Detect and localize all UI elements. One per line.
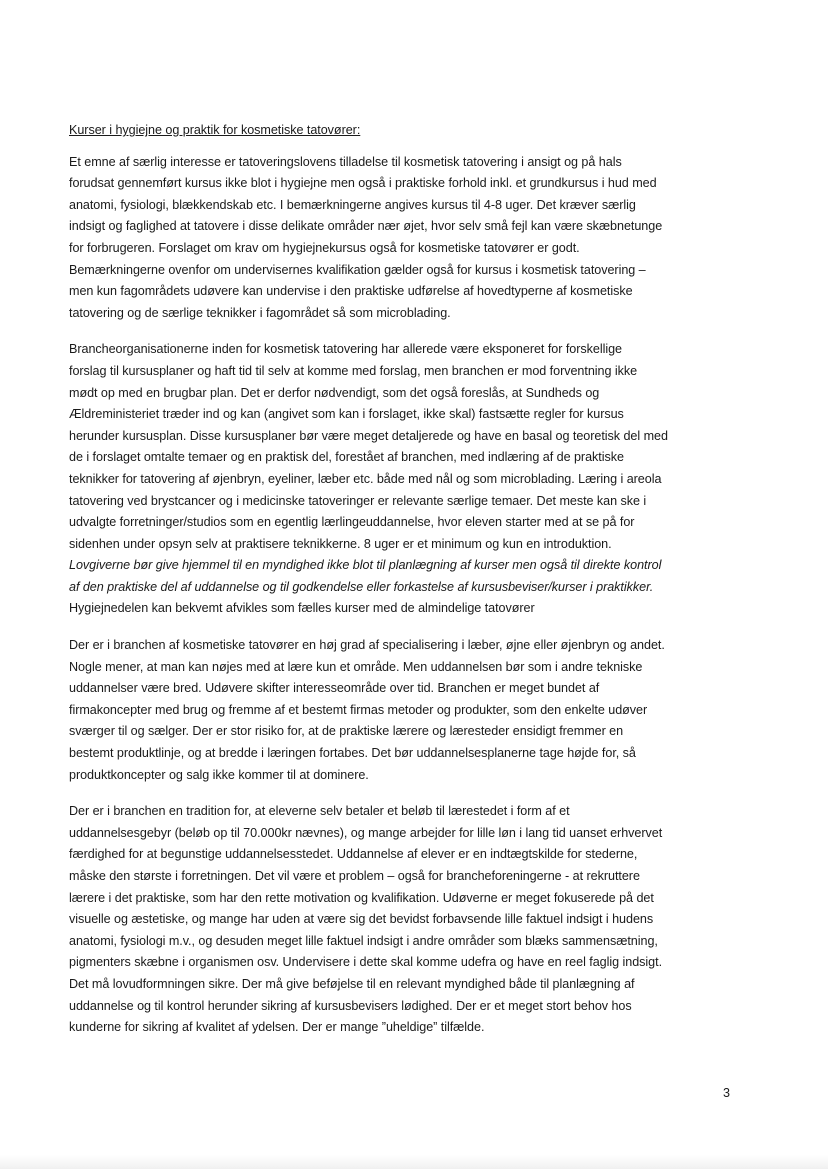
paragraph bbox=[69, 635, 737, 786]
text-line: de i forslaget omtalte temaer og en praktisk del, forestået af branchen, med indlæring af de praktiske bbox=[69, 450, 624, 465]
text-line: Et emne af særlig interesse er tatoveringslovens tilladelse til kosmetisk tatovering i ansigt og på hals bbox=[69, 154, 622, 169]
text-line: forudsat gennemført kursus ikke blot i hygiejne men også i praktiske forhold inkl. et grundkursus i hud med bbox=[69, 176, 657, 191]
text-line: Det må lovudformningen sikre. Der må give beføjelse til en relevant myndighed både til planlægning af bbox=[69, 976, 635, 991]
text-line: teknikker for tatovering af øjenbryn, eyeliner, læber etc. både med nål og som microblading. Læring i areola bbox=[69, 471, 662, 486]
text-line: tatovering og de særlige teknikker i fagområdet så som microblading. bbox=[69, 305, 451, 320]
text-line: lærere i det praktiske, som har den rette motivation og kvalifikation. Udøverne er meget fokuserede på det bbox=[69, 890, 654, 905]
text-line: sværger til og sælger. Der er stor risiko for, at de praktiske lærere og læresteder ensidigt fremmer en bbox=[69, 724, 624, 739]
text-line: for forbrugeren. Forslaget om krav om hygiejnekursus også for kosmetiske tatovører er godt. bbox=[69, 240, 580, 255]
text-line: men kun fagområdets udøvere kan undervise i den praktiske udførelse af hovedtyperne af kosmetiske bbox=[69, 284, 633, 299]
text-line: færdighed for at begunstige uddannelsesstedet. Uddannelse af elever er en indtægtskilde for stederne, bbox=[69, 847, 638, 862]
text-line: Der er i branchen af kosmetiske tatovører en høj grad af specialisering i læber, øjne eller øjenbryn og andet. bbox=[69, 638, 665, 653]
text-line: pigmenters skæbne i organismen osv. Undervisere i dette skal komme udefra og have en reel faglig indsigt. bbox=[69, 955, 663, 970]
document-body bbox=[69, 120, 737, 1054]
text-line: sidenhen under opsyn selv at praktisere teknikkerne. 8 uger er et minimum og kun en introduktion. bbox=[69, 536, 612, 551]
text-line: Bemærkningerne ovenfor om undervisernes kvalifikation gælder også for kursus i kosmetisk tatovering – bbox=[69, 262, 646, 277]
page-number: 3 bbox=[723, 1086, 731, 1100]
text-line: herunder kursusplan. Disse kursusplaner bør være meget detaljerede og have en basal og teoretisk del med bbox=[69, 428, 668, 443]
paragraph bbox=[69, 152, 737, 325]
text-line: anatomi, fysiologi, blækkendskab etc. I bemærkningerne angives kursus til 4-8 uger. Det kræver særlig bbox=[69, 197, 636, 212]
scan-edge-shadow bbox=[0, 1155, 828, 1169]
text-line: Brancheorganisationerne inden for kosmetisk tatovering har allerede være eksponeret for forskellige bbox=[69, 342, 622, 357]
paragraph bbox=[69, 801, 737, 1039]
text-line: udvalgte forretninger/studios som en egentlig lærlingeuddannelse, hvor eleven starter med at se på for bbox=[69, 515, 635, 530]
text-line: tatovering ved brystcancer og i medicinske tatoveringer er relevante særlige temaer. Det meste kan ske i bbox=[69, 493, 647, 508]
text-line: kunderne for sikring af kvalitet af ydelsen. Der er mange ”uheldige” tilfælde. bbox=[69, 1020, 485, 1035]
text-line: uddannelse og til kontrol herunder sikring af kursusbevisers lødighed. Der er et meget stort behov hos bbox=[69, 998, 632, 1013]
text-line: mødt op med en brugbar plan. Det er derfor nødvendigt, som det også foreslås, at Sundheds og bbox=[69, 385, 600, 400]
text-line: uddannelsesgebyr (beløb op til 70.000kr nævnes), og mange arbejder for lille løn i lang tid uanset erhvervet bbox=[69, 825, 663, 840]
text-line: produktkoncepter og salg ikke kommer til at dominere. bbox=[69, 767, 369, 782]
section-heading: Kurser i hygiejne og praktik for kosmetiske tatovører: bbox=[69, 123, 361, 137]
text-line: bestemt produktlinje, og at bredde i læringen fortabes. Det bør uddannelsesplanerne tage højde for, så bbox=[69, 746, 636, 761]
text-line: forslag til kursusplaner og haft tid til selv at komme med forslag, men branchen er mod forventning ikke bbox=[69, 363, 638, 378]
text-line: uddannelser være bred. Udøvere skifter interesseområde over tid. Branchen er meget bundet af bbox=[69, 681, 600, 696]
text-line: Hygiejnedelen kan bekvemt afvikles som fælles kurser med de almindelige tatovører bbox=[69, 601, 535, 616]
text-line: måske den største i forretningen. Det vil være et problem – også for brancheforeningerne - at rekruttere bbox=[69, 869, 640, 883]
text-line: Lovgiverne bør give hjemmel til en myndighed ikke blot til planlægning af kurser men også til direkte kontrol bbox=[69, 558, 662, 573]
text-line: anatomi, fysiologi m.v., og desuden meget lille faktuel indsigt i andre områder som blæks sammensætning, bbox=[69, 933, 658, 948]
paragraph-container bbox=[69, 152, 737, 1039]
text-line: firmakoncepter med brug og fremme af et bestemt firmas metoder og produkter, som den enkelte udøver bbox=[69, 702, 648, 717]
paragraph bbox=[69, 339, 737, 620]
text-line: Ældreministeriet træder ind og kan (angivet som kan i forslaget, ikke skal) fastsætte regler for kursus bbox=[69, 407, 624, 422]
text-line: Nogle mener, at man kan nøjes med at lære kun et område. Men uddannelsen bør som i andre tekniske bbox=[69, 659, 643, 674]
text-line: visuelle og æstetiske, og mange har uden at være sig det bevidst forbavsende lille faktuel indsigt i hudens bbox=[69, 912, 654, 927]
text-line: indsigt og faglighed at tatovere i disse delikate områder nær øjet, hvor selv små fejl kan være skæbnetunge bbox=[69, 219, 663, 234]
text-line: af den praktiske del af uddannelse og til godkendelse eller forkastelse af kursusbeviser/kurser i praktikker. bbox=[69, 579, 654, 594]
text-line: Der er i branchen en tradition for, at eleverne selv betaler et beløb til lærestedet i form af et bbox=[69, 804, 570, 819]
